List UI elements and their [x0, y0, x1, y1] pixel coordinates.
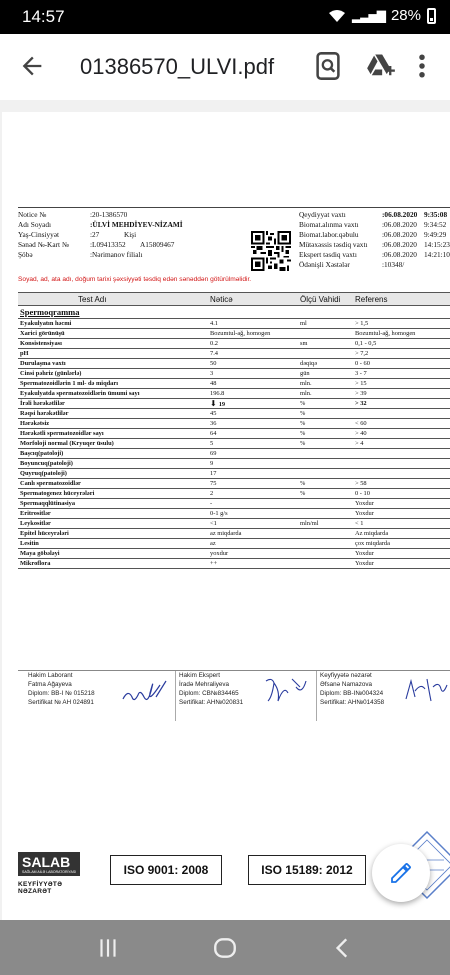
result-ref: [353, 409, 450, 419]
result-ref: 0 - 10: [353, 489, 450, 499]
signature-image: [403, 673, 450, 707]
signature-expert: [175, 671, 315, 721]
table-row: [18, 339, 450, 349]
result-value: 75: [208, 479, 298, 489]
exp-time: 14:21:10: [424, 250, 450, 259]
logo-text: SALAB: [22, 854, 71, 870]
result-unit: %: [298, 489, 353, 499]
table-row: [18, 419, 450, 429]
result-value: 69: [208, 449, 298, 459]
spec-label: Mütəxəssis təsdiq vaxtı: [299, 240, 368, 249]
result-ref: 0,1 - 0,5: [353, 339, 450, 349]
sig-name: Əfsanə Namazova: [320, 681, 372, 688]
reg-time: 9:35:08: [424, 210, 448, 219]
edit-button[interactable]: [372, 844, 430, 902]
result-value: <1: [208, 519, 298, 529]
table-row: [18, 429, 450, 439]
signature-image: [262, 673, 310, 707]
accept-label: Biomat.labor.qəbulu: [299, 230, 359, 239]
clock: 14:57: [22, 7, 65, 26]
result-value: 17: [208, 469, 298, 479]
name-label: Adı Soyadı: [18, 220, 52, 229]
result-value: 48: [208, 379, 298, 389]
table-row: [18, 469, 450, 479]
result-unit: %: [298, 439, 353, 449]
result-name: Konsistensiyası: [18, 339, 208, 349]
spec-date: :06.08.2020: [382, 240, 417, 249]
result-name: Boyuncuq(patoloji): [18, 459, 208, 469]
status-bar: [0, 0, 450, 34]
header-top-rule: [18, 207, 450, 208]
result-ref: > 1,5: [353, 319, 450, 329]
result-unit: %: [298, 479, 353, 489]
result-value: 0.2: [208, 339, 298, 349]
age-value: :27: [90, 230, 100, 239]
recent-apps-icon[interactable]: [95, 935, 121, 961]
result-unit: [298, 449, 353, 459]
table-row: [18, 539, 450, 549]
patient-name: :ÜLVİ MEHDİYEV-NİZAMİ: [90, 220, 183, 229]
id-warning: Soyad, ad, ata adı, doğum tarixi şəxsiyyəti təsdiq edən sənəddən götürülməlidir.: [18, 276, 252, 283]
result-name: Mikroflora: [18, 559, 208, 569]
back-icon[interactable]: [18, 52, 46, 80]
result-unit: mln/ml: [298, 519, 353, 529]
result-name: Eyakulyatın həcmi: [18, 319, 208, 329]
result-ref: Bozumtul-ağ, homogen: [353, 329, 450, 339]
signal-icon: ▂▃▅▇: [352, 8, 385, 23]
result-name: Spermaqqlütinasiya: [18, 499, 208, 509]
sig-role: Hakim Laborant: [28, 672, 73, 679]
result-unit: [298, 509, 353, 519]
result-unit: [298, 469, 353, 479]
result-name: Leykositlər: [18, 519, 208, 529]
logo-mark: [18, 852, 80, 876]
result-name: pH: [18, 349, 208, 359]
result-unit: sm: [298, 339, 353, 349]
iso-9001-badge: ISO 9001: 2008: [110, 855, 222, 885]
result-ref: Yoxdur: [353, 509, 450, 519]
result-unit: [298, 349, 353, 359]
result-value: Bozumtul-ağ, homogen: [208, 329, 298, 339]
result-ref: < 1: [353, 519, 450, 529]
sex-value: Kişi: [124, 230, 137, 239]
result-name: Morfoloji normal (Kryuqer üsulu): [18, 439, 208, 449]
result-value: 45: [208, 409, 298, 419]
exp-label: Ekspert təsdiq vaxtı: [299, 250, 357, 259]
result-unit: [298, 329, 353, 339]
result-value: az: [208, 539, 298, 549]
result-name: Eyakulyatda spermatozoidlərin ümumi sayı: [18, 389, 208, 399]
app-bar: [0, 34, 450, 100]
sig-name: Fatma Ağayeva: [28, 681, 72, 688]
result-unit: %: [298, 429, 353, 439]
table-row: [18, 349, 450, 359]
accept-date: :06.08.2020: [382, 230, 417, 239]
result-value: -: [208, 499, 298, 509]
result-unit: dəqiqə: [298, 359, 353, 369]
sig-cert: Sertifikat: AH№020831: [179, 699, 244, 706]
result-value: ++: [208, 559, 298, 569]
result-value: 7.4: [208, 349, 298, 359]
result-unit: [298, 559, 353, 569]
result-ref: 0 - 60: [353, 359, 450, 369]
result-name: Canlı spermatozoidlər: [18, 479, 208, 489]
doc-value: :L09413352: [90, 240, 126, 249]
table-row: [18, 529, 450, 539]
result-ref: Yoxdur: [353, 559, 450, 569]
spec-time: 14:15:23: [424, 240, 450, 249]
result-ref: Yoxdur: [353, 499, 450, 509]
result-name: Spermatogenez hüceyrələri: [18, 489, 208, 499]
drive-add-icon[interactable]: [366, 51, 396, 81]
qr-code: [251, 231, 291, 271]
status-icons: [328, 7, 436, 24]
result-name: Quyruq(patoloji): [18, 469, 208, 479]
result-name: Lesitin: [18, 539, 208, 549]
section-row: [18, 306, 450, 319]
more-vert-icon[interactable]: [412, 51, 432, 81]
sig-diploma: Diplom: BB-I№004324: [320, 690, 384, 697]
result-value: [208, 399, 298, 409]
result-unit: [298, 529, 353, 539]
sig-role: Hakim Ekspert: [179, 672, 220, 679]
result-ref: 3 - 7: [353, 369, 450, 379]
sig-cert: Sertifikat № AH 024891: [28, 699, 94, 706]
col-ref: Referens: [353, 293, 450, 306]
sig-role: Keyfiyyətə nəzarət: [320, 672, 372, 679]
table-row: [18, 439, 450, 449]
reg-label: Qeydiyyat vaxtı: [299, 210, 346, 219]
result-unit: %: [298, 419, 353, 429]
logo-tagline: KEYFİYYƏTƏ NƏZARƏT: [18, 881, 63, 895]
result-unit: gün: [298, 369, 353, 379]
result-ref: Az miqdarda: [353, 529, 450, 539]
result-value: 2: [208, 489, 298, 499]
result-ref: > 40: [353, 429, 450, 439]
result-unit: [298, 539, 353, 549]
result-unit: %: [298, 409, 353, 419]
sig-diploma: Diplom: CB№834465: [179, 690, 239, 697]
branch-value: :Nərimanov filialı: [90, 250, 143, 259]
result-value: az miqdarda: [208, 529, 298, 539]
table-row: [18, 389, 450, 399]
doc-label: Sənəd №-Kart №: [18, 240, 69, 249]
result-ref: < 60: [353, 419, 450, 429]
result-value: 3: [208, 369, 298, 379]
table-row: [18, 329, 450, 339]
result-unit: [298, 499, 353, 509]
edit-icon: [389, 861, 413, 885]
result-value: 4.1: [208, 319, 298, 329]
pdf-page: [2, 112, 450, 920]
result-value-text: 19: [218, 401, 226, 408]
result-value: 9: [208, 459, 298, 469]
table-row: [18, 379, 450, 389]
exp-date: :06.08.2020: [382, 250, 417, 259]
battery-icon: [427, 8, 436, 24]
col-unit: Ölçü Vahidi: [298, 293, 353, 306]
notice-label: Notice №: [18, 210, 47, 219]
result-name: Cinsi pəhriz (günlərlə): [18, 369, 208, 379]
table-row: [18, 359, 450, 369]
result-unit: %: [298, 399, 353, 409]
result-name: Eritrositlər: [18, 509, 208, 519]
sig-diploma: Diplom: BB-I № 015218: [28, 690, 95, 697]
logo-subtitle: SAĞLAM AİLƏ LABORATORİYASI: [22, 870, 77, 874]
result-value: yoxdur: [208, 549, 298, 559]
table-row: [18, 489, 450, 499]
iso-15189-badge: ISO 15189: 2012: [248, 855, 366, 885]
age-label: Yaş-Cinsiyyət: [18, 230, 60, 239]
sig-name: İradə Mehraliyeva: [179, 681, 230, 688]
result-name: Başcıq(patoloji): [18, 449, 208, 459]
table-row: [18, 559, 450, 569]
result-name: Epitel hüceyrələri: [18, 529, 208, 539]
low-flag-icon: ⬇: [210, 399, 219, 408]
result-name: Hərəkətsiz: [18, 419, 208, 429]
sample-date: :06.08.2020: [382, 220, 417, 229]
branch-label: Şöbə: [18, 250, 33, 259]
result-value: 5: [208, 439, 298, 449]
result-value: 36: [208, 419, 298, 429]
table-row: [18, 399, 450, 409]
result-ref: [353, 469, 450, 479]
result-unit: [298, 459, 353, 469]
results-table: [18, 292, 450, 569]
result-value: 50: [208, 359, 298, 369]
result-ref: [353, 459, 450, 469]
signature-quality: [316, 671, 450, 721]
result-name: Hərəkətli spermatozoidlər sayı: [18, 429, 208, 439]
table-row: [18, 509, 450, 519]
result-unit: [298, 549, 353, 559]
system-nav-bar: [0, 920, 450, 975]
result-ref: > 4: [353, 439, 450, 449]
notes-value: :10348/: [382, 260, 405, 269]
result-ref: Yoxdur: [353, 549, 450, 559]
result-name: İrəli hərəkətlilər: [18, 399, 208, 409]
result-unit: mln.: [298, 389, 353, 399]
result-unit: mln.: [298, 379, 353, 389]
result-unit: ml: [298, 319, 353, 329]
salab-logo: [18, 852, 93, 895]
table-row: [18, 449, 450, 459]
signature-block: [18, 670, 450, 720]
sample-label: Biomat.alınma vaxtı: [299, 220, 359, 229]
search-doc-icon[interactable]: [314, 51, 342, 81]
reg-date: :06.08.2020: [382, 210, 418, 219]
signature-laborant: [28, 671, 168, 721]
table-row: [18, 319, 450, 329]
accept-time: 9:49:29: [424, 230, 447, 239]
result-name: Maya göbələyi: [18, 549, 208, 559]
result-ref: > 58: [353, 479, 450, 489]
table-row: [18, 519, 450, 529]
table-row: [18, 459, 450, 469]
table-header: [18, 293, 450, 306]
result-ref: çox miqdarda: [353, 539, 450, 549]
nav-back-icon[interactable]: [330, 935, 356, 961]
result-ref: > 39: [353, 389, 450, 399]
file-title: 01386570_ULVI.pdf: [80, 54, 275, 79]
sig-cert: Sertifikat: AH№014358: [320, 699, 385, 706]
signature-image: [120, 675, 168, 709]
notice-value: :20-1386570: [90, 210, 128, 219]
card-value: A15809467: [140, 240, 175, 249]
result-ref: > 7,2: [353, 349, 450, 359]
col-test: Test Adı: [18, 293, 208, 306]
home-icon[interactable]: [212, 935, 238, 961]
table-row: [18, 479, 450, 489]
result-ref: > 15: [353, 379, 450, 389]
result-ref: > 32: [353, 399, 450, 409]
table-row: [18, 409, 450, 419]
result-value: 196.8: [208, 389, 298, 399]
result-value: 0-1 g/s: [208, 509, 298, 519]
result-name: Spermatozoidlərin 1 ml- də miqdarı: [18, 379, 208, 389]
section-title: Spermoqramma: [18, 306, 450, 319]
table-row: [18, 499, 450, 509]
table-row: [18, 549, 450, 559]
pdf-viewer[interactable]: [0, 100, 450, 920]
col-result: Nəticə: [208, 293, 298, 306]
table-row: [18, 369, 450, 379]
wifi-icon: [328, 9, 346, 23]
notes-label: Ödənişli Xəstələr: [299, 260, 350, 269]
result-name: Xarici görünüşü: [18, 329, 208, 339]
result-value: 64: [208, 429, 298, 439]
sample-time: 9:34:52: [424, 220, 447, 229]
battery-percent: 28%: [390, 7, 421, 24]
result-ref: [353, 449, 450, 459]
result-name: Rəqsi hərəkətlilər: [18, 409, 208, 419]
result-name: Durulaşma vaxtı: [18, 359, 208, 369]
